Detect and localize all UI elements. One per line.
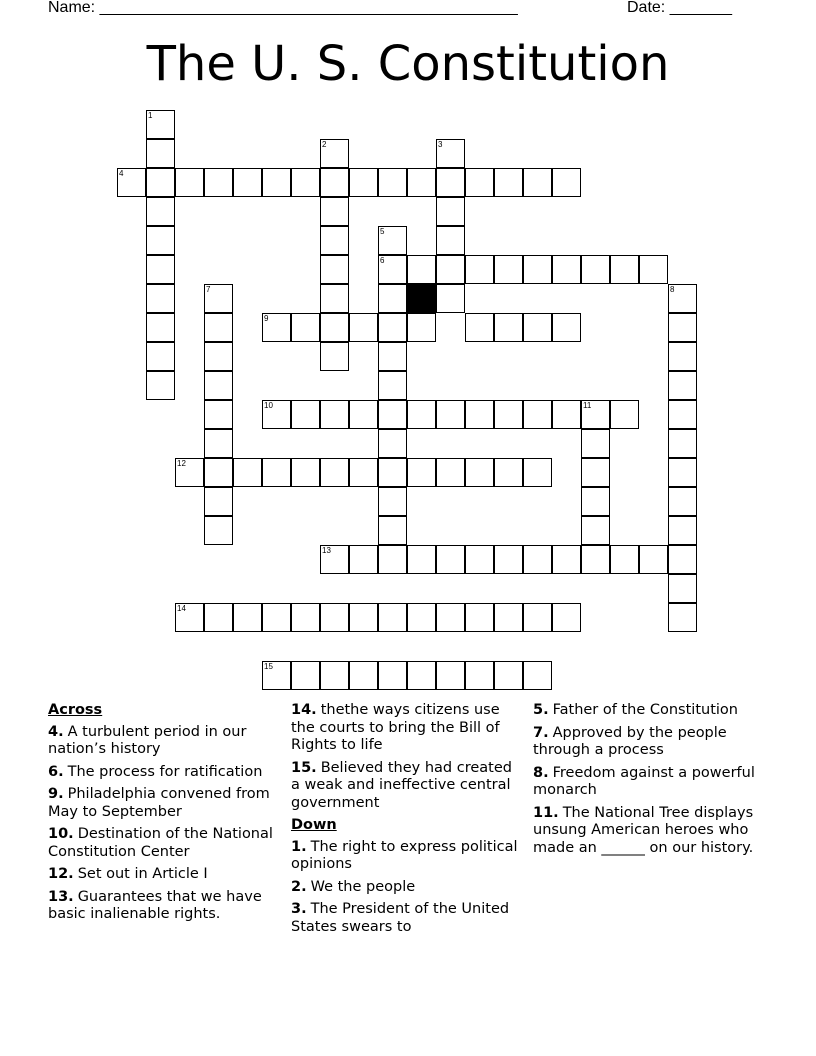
clues-column-3: [533, 702, 765, 862]
date-field[interactable]: Date: _______: [627, 0, 732, 16]
crossword-cell[interactable]: [436, 458, 465, 487]
crossword-cell[interactable]: [378, 284, 407, 313]
crossword-cell[interactable]: [349, 313, 378, 342]
crossword-cell[interactable]: [320, 168, 349, 197]
crossword-cell[interactable]: [262, 603, 291, 632]
across-clue: [291, 702, 523, 755]
cell-number: 7: [206, 285, 211, 294]
crossword-cell[interactable]: [436, 255, 465, 284]
clue-text: We the people: [310, 878, 416, 895]
clue-text: Set out in Article I: [77, 866, 208, 882]
crossword-cell[interactable]: [320, 545, 349, 574]
crossword-cell[interactable]: [494, 458, 523, 487]
crossword-cell[interactable]: [320, 603, 349, 632]
crossword-cell[interactable]: [436, 284, 465, 313]
crossword-cell[interactable]: [320, 197, 349, 226]
crossword-cell[interactable]: [581, 516, 610, 545]
clue-text: Father of the Constitution: [552, 702, 738, 718]
crossword-cell[interactable]: [233, 168, 262, 197]
crossword-cell[interactable]: [262, 313, 291, 342]
clue-number: 5.: [533, 702, 549, 718]
clue-number: 14.: [291, 702, 317, 718]
clue-text: Philadelphia convened from May to September: [48, 786, 270, 820]
crossword-cell[interactable]: [407, 458, 436, 487]
crossword-cell[interactable]: [291, 458, 320, 487]
crossword-cell[interactable]: [204, 371, 233, 400]
across-clue: [48, 786, 283, 821]
crossword-cell[interactable]: [378, 545, 407, 574]
clue-text: Destination of the National Constitution Center: [48, 826, 273, 860]
cell-number: 13: [322, 546, 331, 555]
crossword-cell[interactable]: [581, 487, 610, 516]
crossword-cell[interactable]: [552, 545, 581, 574]
crossword-cell[interactable]: [146, 371, 175, 400]
crossword-cell[interactable]: [523, 603, 552, 632]
crossword-cell[interactable]: [204, 342, 233, 371]
crossword-cell[interactable]: [407, 661, 436, 690]
crossword-cell[interactable]: [378, 226, 407, 255]
crossword-cell[interactable]: [378, 168, 407, 197]
crossword-cell[interactable]: [349, 603, 378, 632]
crossword-cell[interactable]: [581, 400, 610, 429]
clue-number: 10.: [48, 826, 74, 842]
crossword-cell[interactable]: [175, 168, 204, 197]
crossword-cell[interactable]: [291, 400, 320, 429]
down-clue: [533, 702, 765, 720]
clue-number: 3.: [291, 901, 307, 917]
crossword-cell[interactable]: [204, 487, 233, 516]
crossword-cell[interactable]: [465, 313, 494, 342]
crossword-cell[interactable]: [552, 255, 581, 284]
crossword-cell[interactable]: [610, 400, 639, 429]
crossword-cell[interactable]: [436, 603, 465, 632]
crossword-cell[interactable]: [436, 400, 465, 429]
crossword-cell[interactable]: [668, 400, 697, 429]
crossword-cell[interactable]: [349, 168, 378, 197]
crossword-cell[interactable]: [436, 139, 465, 168]
crossword-cell[interactable]: [465, 545, 494, 574]
cell-number: 12: [177, 459, 186, 468]
down-clue: [533, 765, 765, 800]
crossword-cell[interactable]: [291, 603, 320, 632]
crossword-cell[interactable]: [436, 226, 465, 255]
across-clue: [291, 760, 523, 813]
crossword-cell[interactable]: [349, 661, 378, 690]
crossword-cell[interactable]: [320, 458, 349, 487]
crossword-cell[interactable]: [407, 313, 436, 342]
crossword-cell[interactable]: [436, 168, 465, 197]
crossword-cell[interactable]: [581, 429, 610, 458]
crossword-cell[interactable]: [175, 603, 204, 632]
crossword-cell[interactable]: [320, 255, 349, 284]
across-clue: [48, 889, 283, 924]
crossword-cell[interactable]: [523, 313, 552, 342]
down-clue: [533, 805, 765, 858]
clue-number: 4.: [48, 723, 64, 740]
crossword-cell[interactable]: [465, 458, 494, 487]
across-clue: [48, 866, 283, 884]
cell-number: 6: [380, 256, 385, 265]
crossword-cell[interactable]: [378, 458, 407, 487]
cell-number: 11: [583, 401, 592, 410]
crossword-cell[interactable]: [204, 313, 233, 342]
crossword-cell[interactable]: [407, 603, 436, 632]
crossword-cell[interactable]: [146, 255, 175, 284]
crossword-cell[interactable]: [668, 574, 697, 603]
crossword-cell[interactable]: [523, 168, 552, 197]
clue-text: A turbulent period in our nation’s history: [48, 723, 247, 757]
crossword-cell[interactable]: [610, 545, 639, 574]
clue-number: 2.: [291, 878, 307, 895]
crossword-cell[interactable]: [378, 516, 407, 545]
down-clue: [291, 879, 523, 897]
crossword-cell[interactable]: [668, 284, 697, 313]
crossword-cell[interactable]: [436, 545, 465, 574]
across-heading: Across: [48, 702, 103, 718]
crossword-cell[interactable]: [407, 168, 436, 197]
clue-number: 6.: [48, 763, 64, 780]
crossword-cell[interactable]: [349, 545, 378, 574]
crossword-cell[interactable]: [146, 168, 175, 197]
clues-column-2: [291, 702, 523, 941]
crossword-cell[interactable]: [146, 139, 175, 168]
cell-number: 15: [264, 662, 273, 671]
cell-number: 14: [177, 604, 186, 613]
crossword-cell[interactable]: [233, 458, 262, 487]
cell-number: 5: [380, 227, 385, 236]
crossword-cell[interactable]: [320, 400, 349, 429]
crossword-cell[interactable]: [378, 371, 407, 400]
across-clue: [48, 826, 283, 861]
down-heading: Down: [291, 817, 337, 833]
crossword-cell[interactable]: [349, 400, 378, 429]
crossword-cell[interactable]: [204, 284, 233, 313]
crossword-cell[interactable]: [494, 313, 523, 342]
crossword-cell[interactable]: [552, 603, 581, 632]
crossword-cell[interactable]: [378, 603, 407, 632]
crossword-cell[interactable]: [378, 661, 407, 690]
cell-number: 2: [322, 140, 327, 149]
crossword-cell[interactable]: [668, 458, 697, 487]
clue-number: 7.: [533, 724, 549, 741]
crossword-cell[interactable]: [175, 458, 204, 487]
crossword-cell[interactable]: [378, 342, 407, 371]
crossword-cell[interactable]: [523, 661, 552, 690]
crossword-cell[interactable]: [262, 458, 291, 487]
crossword-cell[interactable]: [291, 313, 320, 342]
crossword-cell[interactable]: [146, 342, 175, 371]
clue-text: Approved by the people through a process: [533, 724, 727, 758]
clue-number: 9.: [48, 786, 64, 802]
crossword-cell[interactable]: [146, 197, 175, 226]
clue-text: thethe ways citizens use the courts to bring the Bill of Rights to life: [291, 702, 500, 753]
crossword-cell[interactable]: [465, 603, 494, 632]
crossword-cell[interactable]: [291, 661, 320, 690]
across-clue: [48, 724, 283, 759]
crossword-cell[interactable]: [465, 168, 494, 197]
crossword-cell[interactable]: [233, 603, 262, 632]
crossword-cell[interactable]: [407, 545, 436, 574]
clue-text: The National Tree displays unsung American heroes who made an ______ on our history.: [533, 804, 754, 856]
clue-text: Believed they had created a weak and ineffective central government: [291, 759, 512, 811]
crossword-cell[interactable]: [349, 458, 378, 487]
cell-number: 3: [438, 140, 443, 149]
crossword-cell[interactable]: [320, 284, 349, 313]
clue-number: 1.: [291, 838, 307, 855]
crossword-cell[interactable]: [320, 139, 349, 168]
cell-number: 1: [148, 111, 153, 120]
crossword-cell[interactable]: [581, 255, 610, 284]
crossword-cell[interactable]: [494, 661, 523, 690]
crossword-cell[interactable]: [320, 661, 349, 690]
clue-number: 13.: [48, 888, 74, 905]
crossword-cell[interactable]: [668, 487, 697, 516]
crossword-cell[interactable]: [668, 313, 697, 342]
crossword-cell[interactable]: [262, 400, 291, 429]
crossword-cell[interactable]: [378, 400, 407, 429]
crossword-cell[interactable]: [436, 197, 465, 226]
crossword-cell[interactable]: [465, 661, 494, 690]
crossword-cell[interactable]: [552, 400, 581, 429]
page-title: The U. S. Constitution: [146, 36, 670, 92]
crossword-cell[interactable]: [639, 545, 668, 574]
cell-number: 4: [119, 169, 124, 178]
clues-column-1: [48, 702, 283, 929]
cell-number: 8: [670, 285, 675, 294]
crossword-cell[interactable]: [523, 458, 552, 487]
across-clue: [48, 764, 283, 782]
crossword-cell[interactable]: [378, 429, 407, 458]
crossword-cell[interactable]: [378, 487, 407, 516]
crossword-cell[interactable]: [552, 168, 581, 197]
crossword-cell[interactable]: [320, 342, 349, 371]
down-clue: [291, 901, 523, 936]
crossword-cell[interactable]: [320, 313, 349, 342]
clue-text: Freedom against a powerful monarch: [533, 764, 755, 798]
clue-text: The President of the United States swears to: [291, 901, 510, 935]
crossword-cell[interactable]: [146, 226, 175, 255]
crossword-cell[interactable]: [523, 545, 552, 574]
clue-text: The process for ratification: [67, 763, 263, 780]
name-field[interactable]: Name: _______________________________________________: [48, 0, 518, 16]
crossword-cell[interactable]: [494, 400, 523, 429]
crossword-cell[interactable]: [204, 168, 233, 197]
crossword-cell[interactable]: [262, 168, 291, 197]
crossword-cell[interactable]: [291, 168, 320, 197]
crossword-cell[interactable]: [610, 255, 639, 284]
crossword-cell[interactable]: [465, 400, 494, 429]
crossword-cell[interactable]: [581, 545, 610, 574]
crossword-cell[interactable]: [639, 255, 668, 284]
crossword-cell[interactable]: [204, 516, 233, 545]
crossword-cell[interactable]: [204, 400, 233, 429]
crossword-cell[interactable]: [378, 255, 407, 284]
clue-number: 8.: [533, 764, 549, 781]
crossword-black-cell: [407, 284, 436, 313]
clue-text: The right to express political opinions: [291, 838, 518, 872]
cell-number: 10: [264, 401, 273, 410]
down-clue: [291, 839, 523, 874]
crossword-cell[interactable]: [668, 342, 697, 371]
crossword-cell[interactable]: [146, 313, 175, 342]
crossword-cell[interactable]: [494, 545, 523, 574]
cell-number: 9: [264, 314, 269, 323]
crossword-cell[interactable]: [668, 429, 697, 458]
crossword-cell[interactable]: [668, 545, 697, 574]
clue-number: 15.: [291, 759, 317, 776]
crossword-cell[interactable]: [204, 429, 233, 458]
crossword-cell[interactable]: [494, 168, 523, 197]
clue-number: 11.: [533, 804, 559, 821]
crossword-cell[interactable]: [494, 255, 523, 284]
crossword-cell[interactable]: [146, 110, 175, 139]
crossword-cell[interactable]: [668, 371, 697, 400]
crossword-cell[interactable]: [668, 516, 697, 545]
crossword-cell[interactable]: [668, 603, 697, 632]
crossword-cell[interactable]: [204, 603, 233, 632]
crossword-cell[interactable]: [436, 661, 465, 690]
crossword-cell[interactable]: [523, 400, 552, 429]
crossword-cell[interactable]: [378, 313, 407, 342]
crossword-cell[interactable]: [494, 603, 523, 632]
crossword-cell[interactable]: [407, 400, 436, 429]
crossword-cell[interactable]: [320, 226, 349, 255]
crossword-cell[interactable]: [262, 661, 291, 690]
crossword-cell[interactable]: [146, 284, 175, 313]
crossword-cell[interactable]: [407, 255, 436, 284]
crossword-cell[interactable]: [117, 168, 146, 197]
clue-number: 12.: [48, 866, 74, 882]
crossword-cell[interactable]: [204, 458, 233, 487]
crossword-cell[interactable]: [523, 255, 552, 284]
crossword-cell[interactable]: [581, 458, 610, 487]
clue-text: Guarantees that we have basic inalienable rights.: [48, 888, 262, 922]
crossword-cell[interactable]: [552, 313, 581, 342]
down-clue: [533, 725, 765, 760]
crossword-cell[interactable]: [465, 255, 494, 284]
